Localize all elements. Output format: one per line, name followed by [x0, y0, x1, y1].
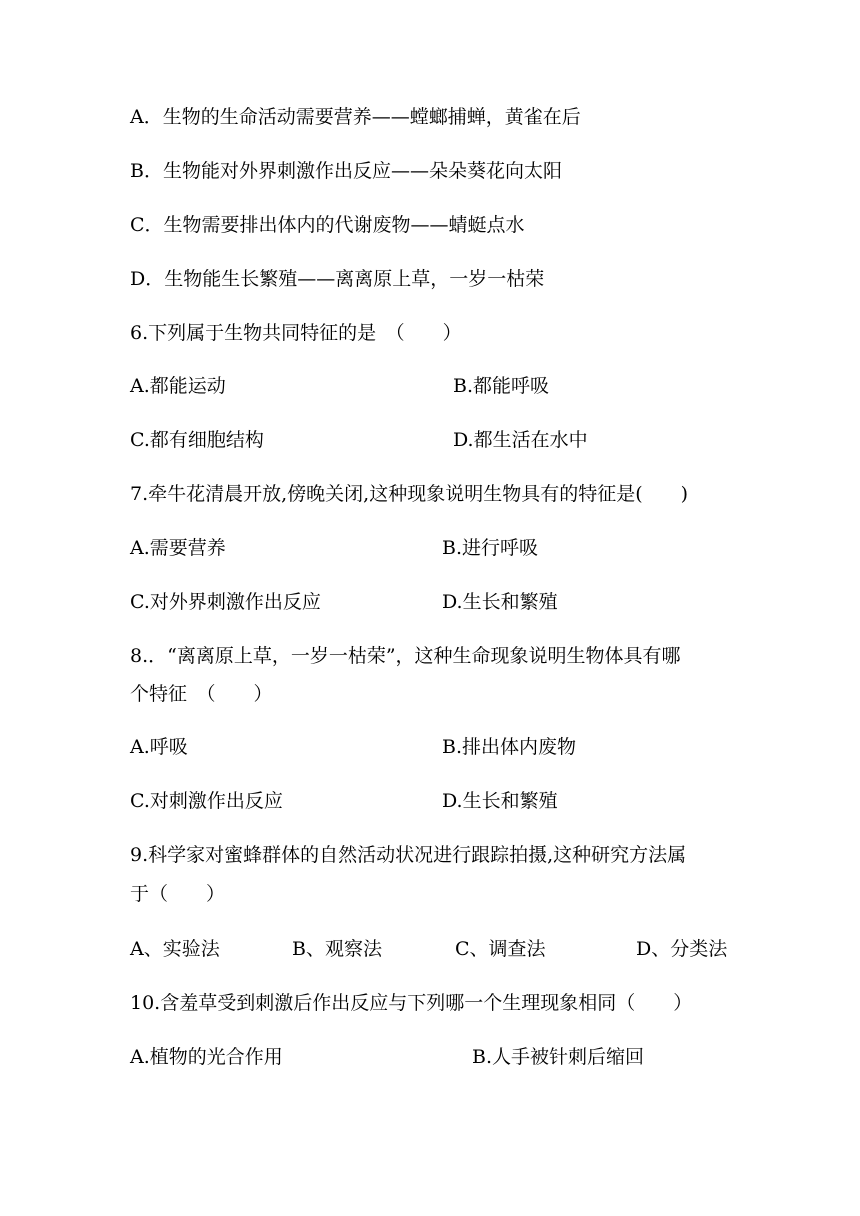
- q5-option-a: A．生物的生命活动需要营养——螳螂捕蝉，黄雀在后: [130, 106, 581, 128]
- q8-option-b: B.排出体内废物: [442, 736, 577, 758]
- q5-option-c: C．生物需要排出体内的代谢废物——蜻蜓点水: [130, 214, 525, 236]
- q6-stem: 6.下列属于生物共同特征的是 （ ）: [130, 322, 462, 344]
- q9-option-d: D、分类法: [636, 938, 728, 960]
- q9-option-a: A、实验法: [130, 938, 220, 960]
- q7-stem: 7.牵牛花清晨开放,傍晚关闭,这种现象说明生物具有的特征是( ): [130, 483, 689, 505]
- q6-option-c: C.都有细胞结构: [130, 429, 264, 451]
- q8-option-a: A.呼吸: [130, 736, 188, 758]
- q8-stem-line1: 8.．“离离原上草，一岁一枯荣”，这种生命现象说明生物体具有哪: [130, 645, 681, 667]
- q5-option-d: D．生物能生长繁殖——离离原上草，一岁一枯荣: [130, 268, 545, 290]
- q9-stem-line2: 于（ ）: [130, 883, 226, 905]
- q8-stem-line2: 个特征 （ ）: [130, 683, 273, 705]
- q8-option-c: C.对刺激作出反应: [130, 790, 283, 812]
- q5-option-b: B．生物能对外界刺激作出反应——朵朵葵花向太阳: [130, 160, 562, 182]
- q8-option-d: D.生长和繁殖: [442, 790, 558, 812]
- q9-option-b: B、观察法: [292, 938, 382, 960]
- q9-option-c: C、调查法: [455, 938, 546, 960]
- q7-option-c: C.对外界刺激作出反应: [130, 591, 321, 613]
- q10-option-b: B.人手被针刺后缩回: [472, 1046, 645, 1068]
- q7-option-b: B.进行呼吸: [442, 537, 539, 559]
- q10-option-a: A.植物的光合作用: [130, 1046, 283, 1068]
- q9-stem-line1: 9.科学家对蜜蜂群体的自然活动状况进行跟踪拍摄,这种研究方法属: [130, 844, 687, 866]
- q7-option-a: A.需要营养: [130, 537, 226, 559]
- q7-option-d: D.生长和繁殖: [442, 591, 558, 613]
- q6-option-b: B.都能呼吸: [453, 375, 550, 397]
- q10-stem: 10.含羞草受到刺激后作出反应与下列哪一个生理现象相同（ ）: [130, 992, 693, 1014]
- q6-option-a: A.都能运动: [130, 375, 226, 397]
- q6-option-d: D.都生活在水中: [453, 429, 588, 451]
